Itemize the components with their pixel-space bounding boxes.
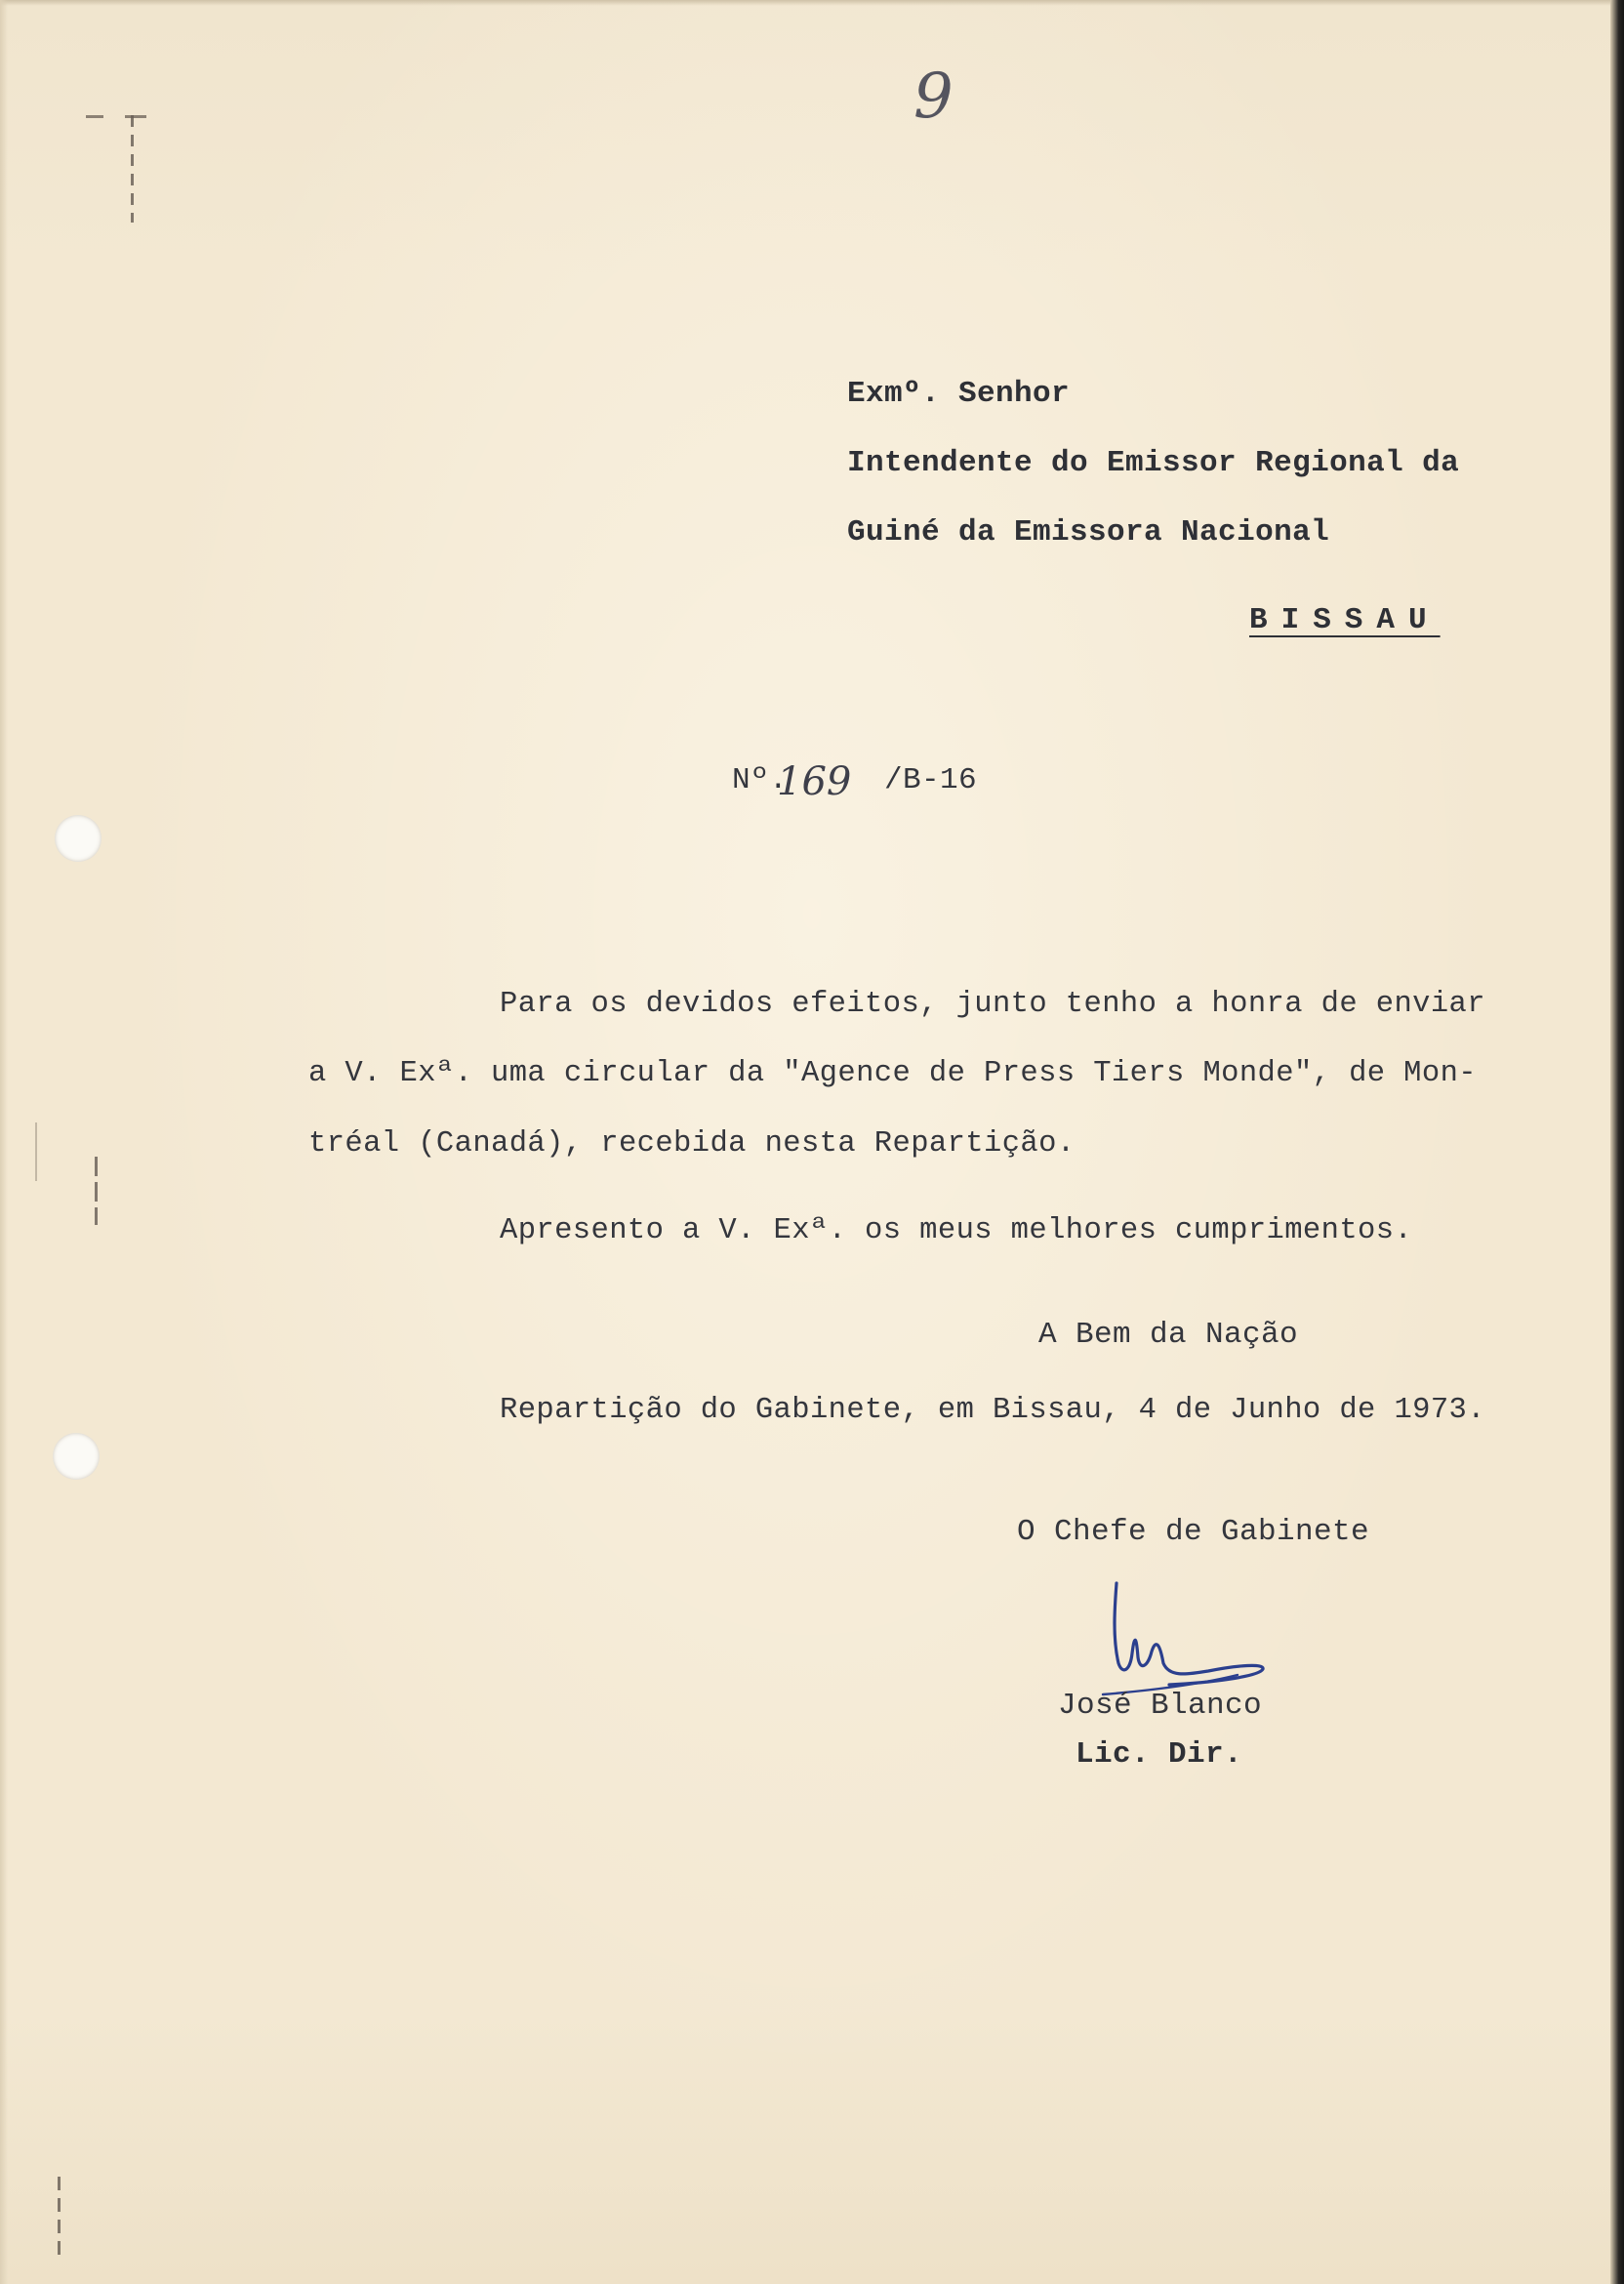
body-paragraph-1-line-1: Para os devidos efeitos, junto tenho a honra de enviar [500,988,1485,1021]
binder-mark-middle [95,1157,98,1225]
reference-handwritten-number: 169 [777,759,852,804]
scan-edge-right [1610,0,1624,2284]
closing-place-date: Repartição do Gabinete, em Bissau, 4 de Junho de 1973. [500,1394,1485,1427]
reference-suffix: /B-16 [884,763,978,797]
body-paragraph-1-line-3: tréal (Canadá), recebida nesta Repartição. [308,1127,1076,1161]
body-paragraph-2: Apresento a V. Exª. os meus melhores cumprimentos. [500,1214,1413,1247]
addressee-line-1: Intendente do Emissor Regional da [847,446,1460,480]
closing-motto: A Bem da Nação [1038,1318,1299,1352]
handwritten-page-number: 9 [914,61,954,133]
binder-mark-top-tick-right [125,115,146,118]
body-paragraph-1-line-2: a V. Exª. uma circular da "Agence de Press Tiers Monde", de Mon- [308,1057,1477,1090]
scan-edge-left [0,0,8,2284]
addressee-salutation: Exmº. Senhor [847,377,1071,411]
closing-title: O Chefe de Gabinete [1017,1515,1370,1549]
binder-mark-faint [35,1122,37,1181]
binder-mark-top [131,115,134,223]
scan-edge-top [0,0,1624,6]
addressee-line-2: Guiné da Emissora Nacional [847,515,1330,550]
signatory-credentials: Lic. Dir. [1076,1737,1243,1772]
handwritten-signature-icon [1091,1570,1296,1696]
addressee-city: BISSAU [1249,603,1441,637]
punch-hole-upper [55,815,102,862]
binder-mark-top-tick-left [86,115,103,118]
punch-hole-lower [53,1433,100,1480]
signatory-name: José Blanco [1058,1689,1263,1723]
binder-mark-bottom [58,2177,61,2260]
reference-prefix: Nº. [732,763,789,797]
